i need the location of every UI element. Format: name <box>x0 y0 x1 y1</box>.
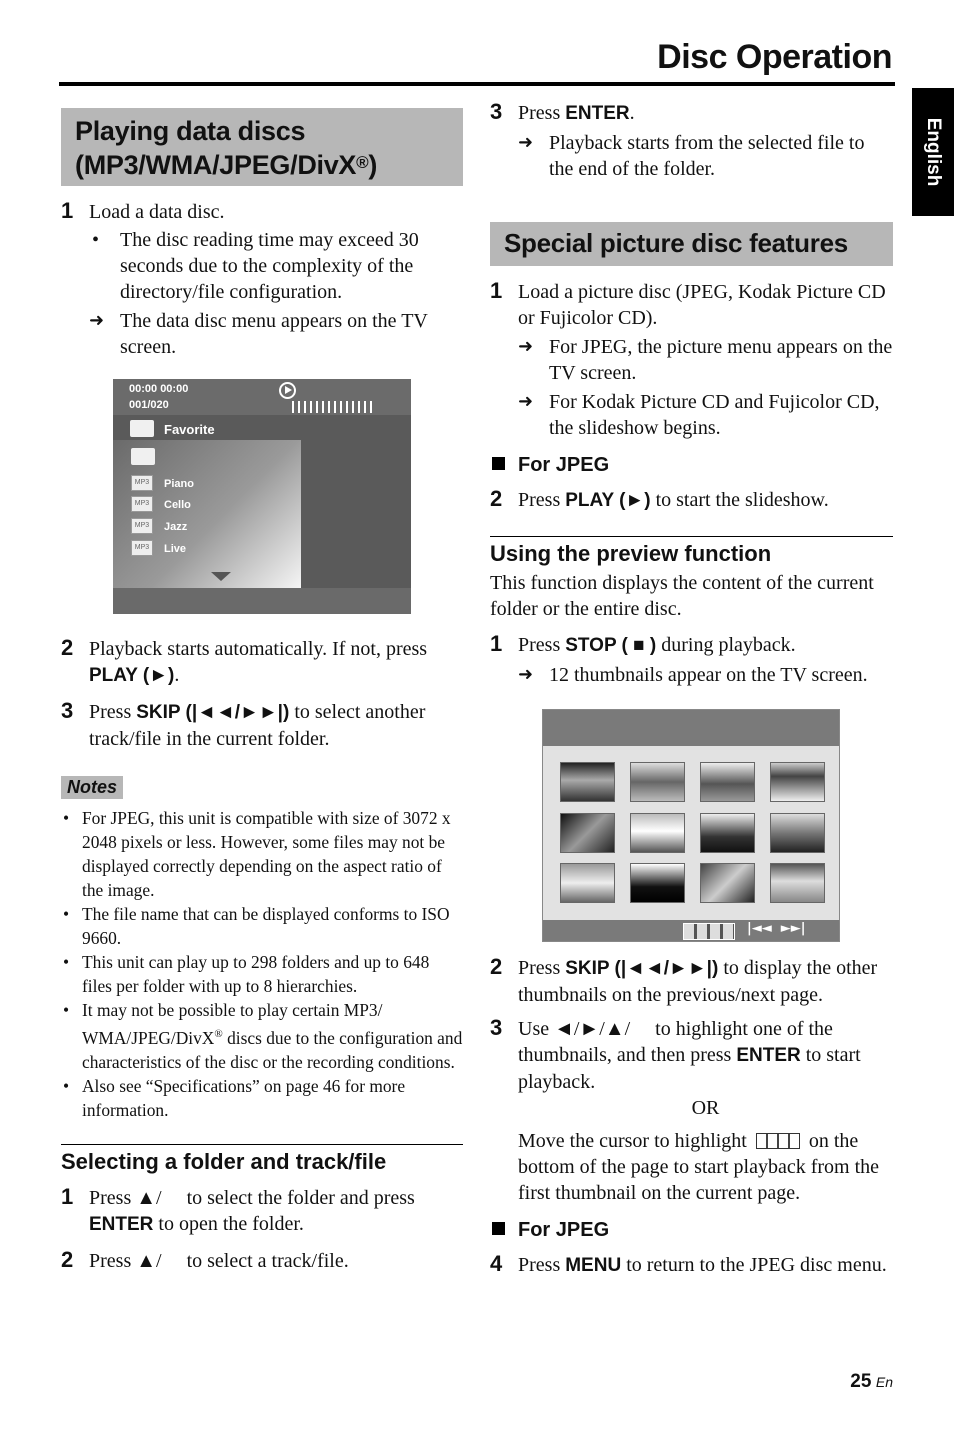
language-tab <box>912 88 954 216</box>
step-1-result: ➜ The data disc menu appears on the TV screen. <box>89 310 428 358</box>
section-title-line2: (MP3/WMA/JPEG/DivX®) <box>75 150 378 180</box>
square-bullet-icon <box>492 457 505 470</box>
or-separator: OR <box>691 1097 720 1119</box>
preview-step-4: 4 Press MENU to return to the JPEG disc menu. <box>490 1251 887 1276</box>
section-title-line1: Playing data discs <box>75 116 306 146</box>
mp3-file-icon: MP3 <box>131 518 153 534</box>
subsection-title-preview: Using the preview function <box>490 536 893 567</box>
left-column-lower <box>61 636 463 1274</box>
menu-folder-favorite[interactable]: Favorite <box>164 422 215 437</box>
note-item: • It may not be possible to play certain MP3/ WMA/JPEG/DivX® discs due to the configuration and characteristics of the disc or the recording conditions. <box>61 998 463 1074</box>
preview-intro: This function displays the content of the current folder or the entire disc. <box>490 572 874 620</box>
preview-step-2: 2 Press SKIP (|◄◄/►►|) to display the other thumbnails on the previous/next page. <box>490 954 878 1006</box>
arrow-icon: ➜ <box>89 310 105 331</box>
thumbnail[interactable] <box>630 813 685 853</box>
menu-time: 00:00 00:00 <box>129 383 189 395</box>
subsection-title-select-folder: Selecting a folder and track/file <box>61 1144 463 1175</box>
arrow-icon: ➜ <box>518 664 534 685</box>
slideshow-filmstrip-icon <box>756 1133 800 1149</box>
thumbnail-header-bar <box>543 710 840 746</box>
preview-step-1-result: ➜ 12 thumbnails appear on the TV screen. <box>518 664 868 686</box>
notes-list <box>61 806 463 1122</box>
for-jpeg-heading: For JPEG <box>490 452 893 478</box>
level-meter-icon <box>292 401 376 413</box>
section-title-playing-data-discs <box>61 108 463 186</box>
mp3-file-icon: MP3 <box>131 540 153 556</box>
right-column-lower <box>490 955 893 1279</box>
note-item: • Also see “Specifications” on page 46 for more information. <box>61 1074 463 1122</box>
step-3-skip: 3 Press SKIP (|◄◄/►►|) to select another track/file in the current folder. <box>61 698 426 750</box>
thumbnail[interactable] <box>700 813 755 853</box>
picture-step-1: 1 Load a picture disc (JPEG, Kodak Picture CD or Fujicolor CD). <box>490 278 886 329</box>
folder-up-icon[interactable] <box>131 448 155 465</box>
folder-step-2: 2 Press ▲/ to select a track/file. <box>61 1246 349 1272</box>
thumbnail[interactable] <box>630 863 685 903</box>
arrow-icon: ➜ <box>518 391 534 412</box>
step-3-result: ➜ Playback starts from the selected file to the end of the folder. <box>518 132 865 180</box>
notes-label: Notes <box>61 776 123 799</box>
skip-prev-next-icons[interactable]: |◄◄ ►►| <box>747 921 806 936</box>
picture-step-1-result-kodak: ➜ For Kodak Picture CD and Fujicolor CD, the slideshow begins. <box>518 391 880 439</box>
preview-step-3: 3 Use ◄/►/▲/ to highlight one of the thumbnails, and then press ENTER to start playback. <box>490 1015 861 1093</box>
slideshow-filmstrip-icon[interactable] <box>683 923 735 940</box>
step-2-playback: 2 Playback starts automatically. If not, press PLAY (►). <box>61 635 428 686</box>
step-1-bullet: • The disc reading time may exceed 30 seconds due to the complexity of the directory/file configuration. <box>92 229 419 303</box>
menu-bottom-bar <box>113 588 411 614</box>
menu-file-item[interactable]: Cello <box>164 499 191 511</box>
thumbnail[interactable] <box>560 762 615 802</box>
step-1-load-data-disc: 1 Load a data disc. <box>61 198 225 223</box>
arrow-icon: ➜ <box>518 132 534 153</box>
picture-step-2: 2 Press PLAY (►) to start the slideshow. <box>490 486 829 511</box>
menu-track-counter: 001/020 <box>129 399 169 411</box>
note-item: • The file name that can be displayed conforms to ISO 9660. <box>61 902 463 950</box>
folder-icon <box>130 420 154 437</box>
thumbnail[interactable] <box>700 863 755 903</box>
title-rule <box>59 82 895 86</box>
thumbnail[interactable] <box>770 813 825 853</box>
data-disc-menu-screen <box>113 379 411 614</box>
left-column <box>61 108 463 360</box>
menu-file-item[interactable]: Piano <box>164 478 194 490</box>
preview-step-1: 1 Press STOP ( ■ ) during playback. <box>490 631 796 656</box>
mp3-file-icon: MP3 <box>131 496 153 512</box>
note-item: • For JPEG, this unit is compatible with size of 3072 x 2048 pixels or less. However, some files may not be displayed correctly depending on the aspect ratio of the image. <box>61 806 463 902</box>
thumbnail[interactable] <box>630 762 685 802</box>
thumbnail[interactable] <box>770 762 825 802</box>
folder-step-1: 1 Press ▲/ to select the folder and press ENTER to open the folder. <box>61 1183 415 1235</box>
scroll-down-arrow-icon[interactable] <box>211 572 231 581</box>
page-title: Disc Operation <box>657 38 892 76</box>
for-jpeg-heading: For JPEG <box>490 1217 893 1243</box>
section-title-special-picture: Special picture disc features <box>490 222 893 266</box>
thumbnail[interactable] <box>560 813 615 853</box>
page-number: 25 En <box>850 1371 893 1392</box>
mp3-file-icon: MP3 <box>131 475 153 491</box>
thumbnail-screen <box>542 709 840 942</box>
note-item: • This unit can play up to 298 folders and up to 648 files per folder with up to 8 hierarchies. <box>61 950 463 998</box>
thumbnail[interactable] <box>700 762 755 802</box>
picture-step-1-result-jpeg: ➜ For JPEG, the picture menu appears on the TV screen. <box>518 336 893 384</box>
arrow-icon: ➜ <box>518 336 534 357</box>
menu-file-item[interactable]: Live <box>164 543 187 555</box>
preview-step-3-alternative: Move the cursor to highlight on the bottom of the page to start playback from the first thumbnail on the current page. <box>518 1130 880 1204</box>
menu-file-item[interactable]: Jazz <box>164 521 188 533</box>
language-tab-label: English <box>923 117 944 187</box>
square-bullet-icon <box>492 1222 505 1235</box>
thumbnail[interactable] <box>560 863 615 903</box>
thumbnail[interactable] <box>770 863 825 903</box>
play-indicator-icon <box>279 382 296 399</box>
step-3-enter: 3 Press ENTER. <box>490 99 635 124</box>
right-column <box>490 100 893 688</box>
